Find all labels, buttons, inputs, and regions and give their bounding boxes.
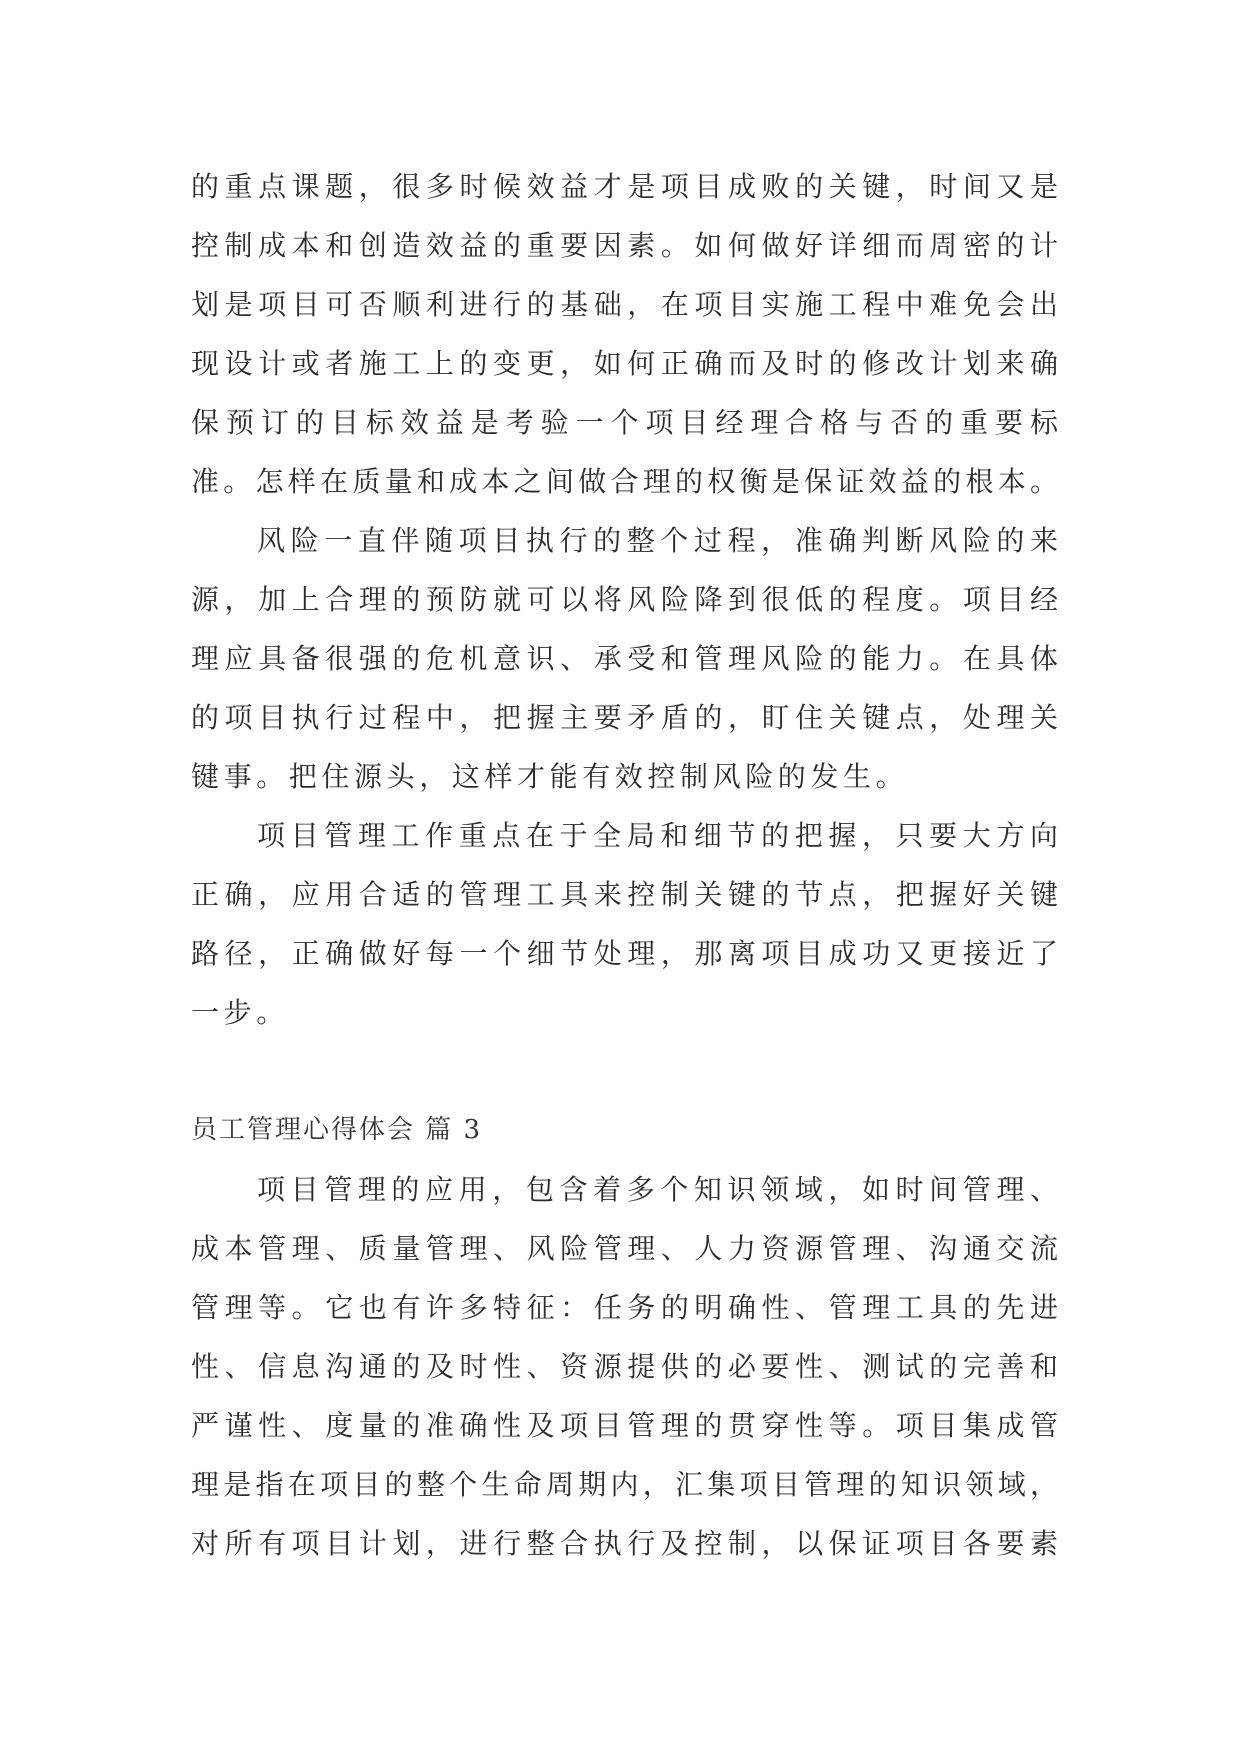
text-line: 准。怎样在质量和成本之间做合理的权衡是保证效益的根本。 (191, 465, 1058, 498)
text-line: 保预订的目标效益是考验一个项目经理合格与否的重要标 (191, 406, 1058, 439)
text-line: 严谨性、度量的准确性及项目管理的贯穿性等。项目集成管 (191, 1409, 1058, 1442)
paragraph-risk (191, 511, 1058, 806)
text-line: 路径，正确做好每一个细节处理，那离项目成功又更接近了 (191, 937, 1058, 970)
paragraph-continued (191, 157, 1058, 511)
text-line: 理应具备很强的危机意识、承受和管理风险的能力。在具体 (191, 642, 1058, 675)
text-line: 键事。把住源头，这样才能有效控制风险的发生。 (191, 760, 909, 793)
text-line: 的重点课题，很多时候效益才是项目成败的关键，时间又是 (191, 170, 1058, 203)
text-line: 划是项目可否顺利进行的基础，在项目实施工程中难免会出 (191, 288, 1058, 321)
text-line: 控制成本和创造效益的重要因素。如何做好详细而周密的计 (191, 229, 1058, 262)
text-line: 项目管理工作重点在于全局和细节的把握，只要大方向 (257, 819, 1058, 852)
text-line: 现设计或者施工上的变更，如何正确而及时的修改计划来确 (191, 347, 1058, 380)
text-line: 管理等。它也有许多特征：任务的明确性、管理工具的先进 (191, 1291, 1058, 1324)
text-line: 一步。 (191, 996, 289, 1029)
text-line: 成本管理、质量管理、风险管理、人力资源管理、沟通交流 (191, 1232, 1058, 1265)
paragraph-focus (191, 806, 1058, 1042)
text-line: 性、信息沟通的及时性、资源提供的必要性、测试的完善和 (191, 1350, 1058, 1383)
text-line: 源，加上合理的预防就可以将风险降到很低的程度。项目经 (191, 583, 1058, 616)
text-line: 正确，应用合适的管理工具来控制关键的节点，把握好关键 (191, 878, 1058, 911)
text-line: 理是指在项目的整个生命周期内，汇集项目管理的知识领域， (191, 1468, 1058, 1501)
section-heading: 员工管理心得体会 篇 3 (191, 1115, 483, 1145)
text-line: 项目管理的应用，包含着多个知识领域，如时间管理、 (257, 1173, 1058, 1206)
paragraph-application (191, 1160, 1058, 1573)
document-body (191, 157, 1058, 1573)
text-line: 的项目执行过程中，把握主要矛盾的，盯住关键点，处理关 (191, 701, 1058, 734)
text-line: 风险一直伴随项目执行的整个过程，准确判断风险的来 (257, 524, 1058, 557)
text-line: 对所有项目计划，进行整合执行及控制，以保证项目各要素 (191, 1527, 1058, 1560)
